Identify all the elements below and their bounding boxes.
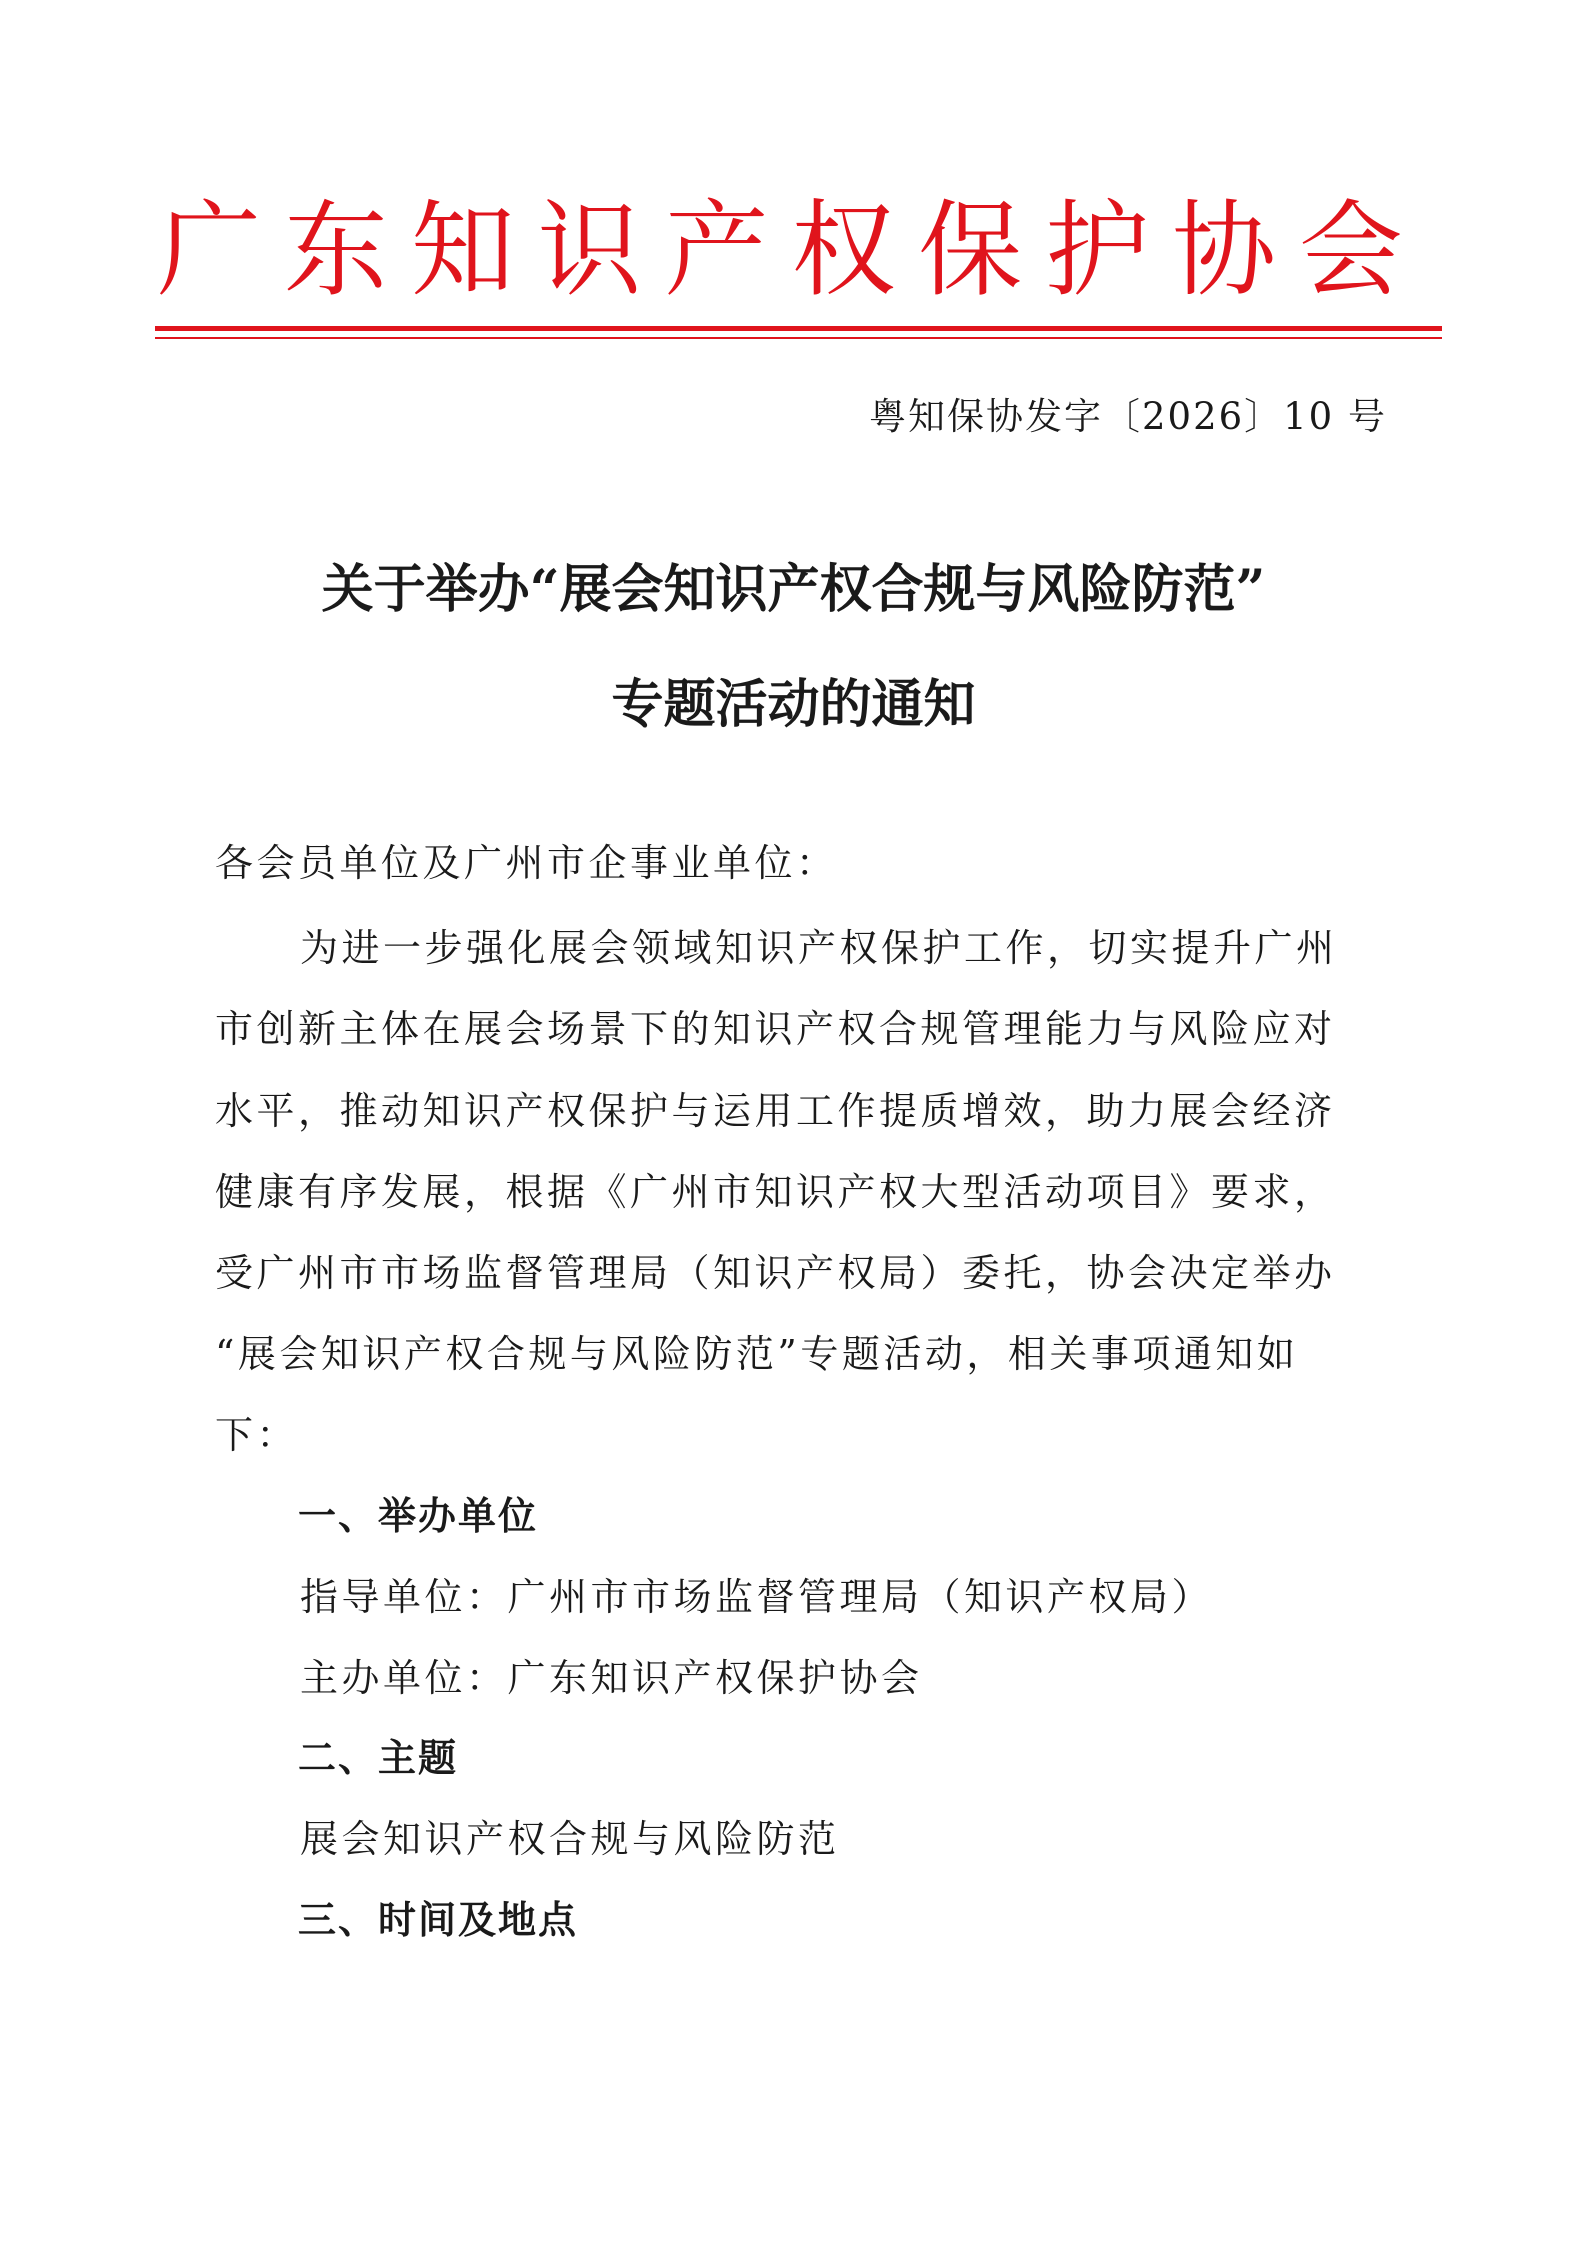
body-line: 为进一步强化展会领域知识产权保护工作，切实提升广州 bbox=[300, 926, 1338, 970]
masthead-char: 广 bbox=[156, 189, 261, 311]
masthead-rule-thin bbox=[155, 337, 1442, 339]
section-heading-1: 一、举办单位 bbox=[298, 1494, 539, 1538]
masthead-char: 护 bbox=[1045, 189, 1150, 311]
masthead-char: 协 bbox=[1171, 189, 1276, 311]
host-unit: 主办单位：广东知识产权保护协会 bbox=[300, 1656, 923, 1700]
masthead-char: 东 bbox=[283, 189, 388, 311]
body-line: 受广州市市场监督管理局（知识产权局）委托，协会决定举办 bbox=[215, 1251, 1336, 1295]
section-heading-3: 三、时间及地点 bbox=[298, 1898, 579, 1942]
body-line: “展会知识产权合规与风险防范”专题活动，相关事项通知如 bbox=[215, 1332, 1299, 1376]
guide-unit: 指导单位：广州市市场监督管理局（知识产权局） bbox=[300, 1575, 1214, 1619]
document-number: 粤知保协发字〔2026〕10 号 bbox=[868, 395, 1387, 438]
masthead-char: 会 bbox=[1298, 189, 1403, 311]
masthead-rule-thick bbox=[155, 326, 1442, 331]
body-line: 下： bbox=[215, 1413, 299, 1457]
section-heading-2: 二、主题 bbox=[298, 1736, 459, 1780]
document-title-line-2: 专题活动的通知 bbox=[611, 674, 976, 735]
document-title-line-1: 关于举办“展会知识产权合规与风险防范” bbox=[321, 559, 1266, 620]
masthead-char: 权 bbox=[791, 189, 896, 311]
masthead-char: 知 bbox=[410, 189, 515, 311]
masthead-char: 产 bbox=[664, 189, 769, 311]
body-line: 健康有序发展，根据《广州市知识产权大型活动项目》要求， bbox=[215, 1170, 1336, 1214]
masthead-char: 保 bbox=[918, 189, 1023, 311]
theme-text: 展会知识产权合规与风险防范 bbox=[300, 1817, 840, 1861]
masthead-title bbox=[155, 185, 1405, 315]
masthead-char: 识 bbox=[537, 189, 642, 311]
salutation: 各会员单位及广州市企事业单位： bbox=[215, 841, 838, 885]
body-line: 市创新主体在展会场景下的知识产权合规管理能力与风险应对 bbox=[215, 1007, 1336, 1051]
body-line: 水平，推动知识产权保护与运用工作提质增效，助力展会经济 bbox=[215, 1089, 1336, 1133]
